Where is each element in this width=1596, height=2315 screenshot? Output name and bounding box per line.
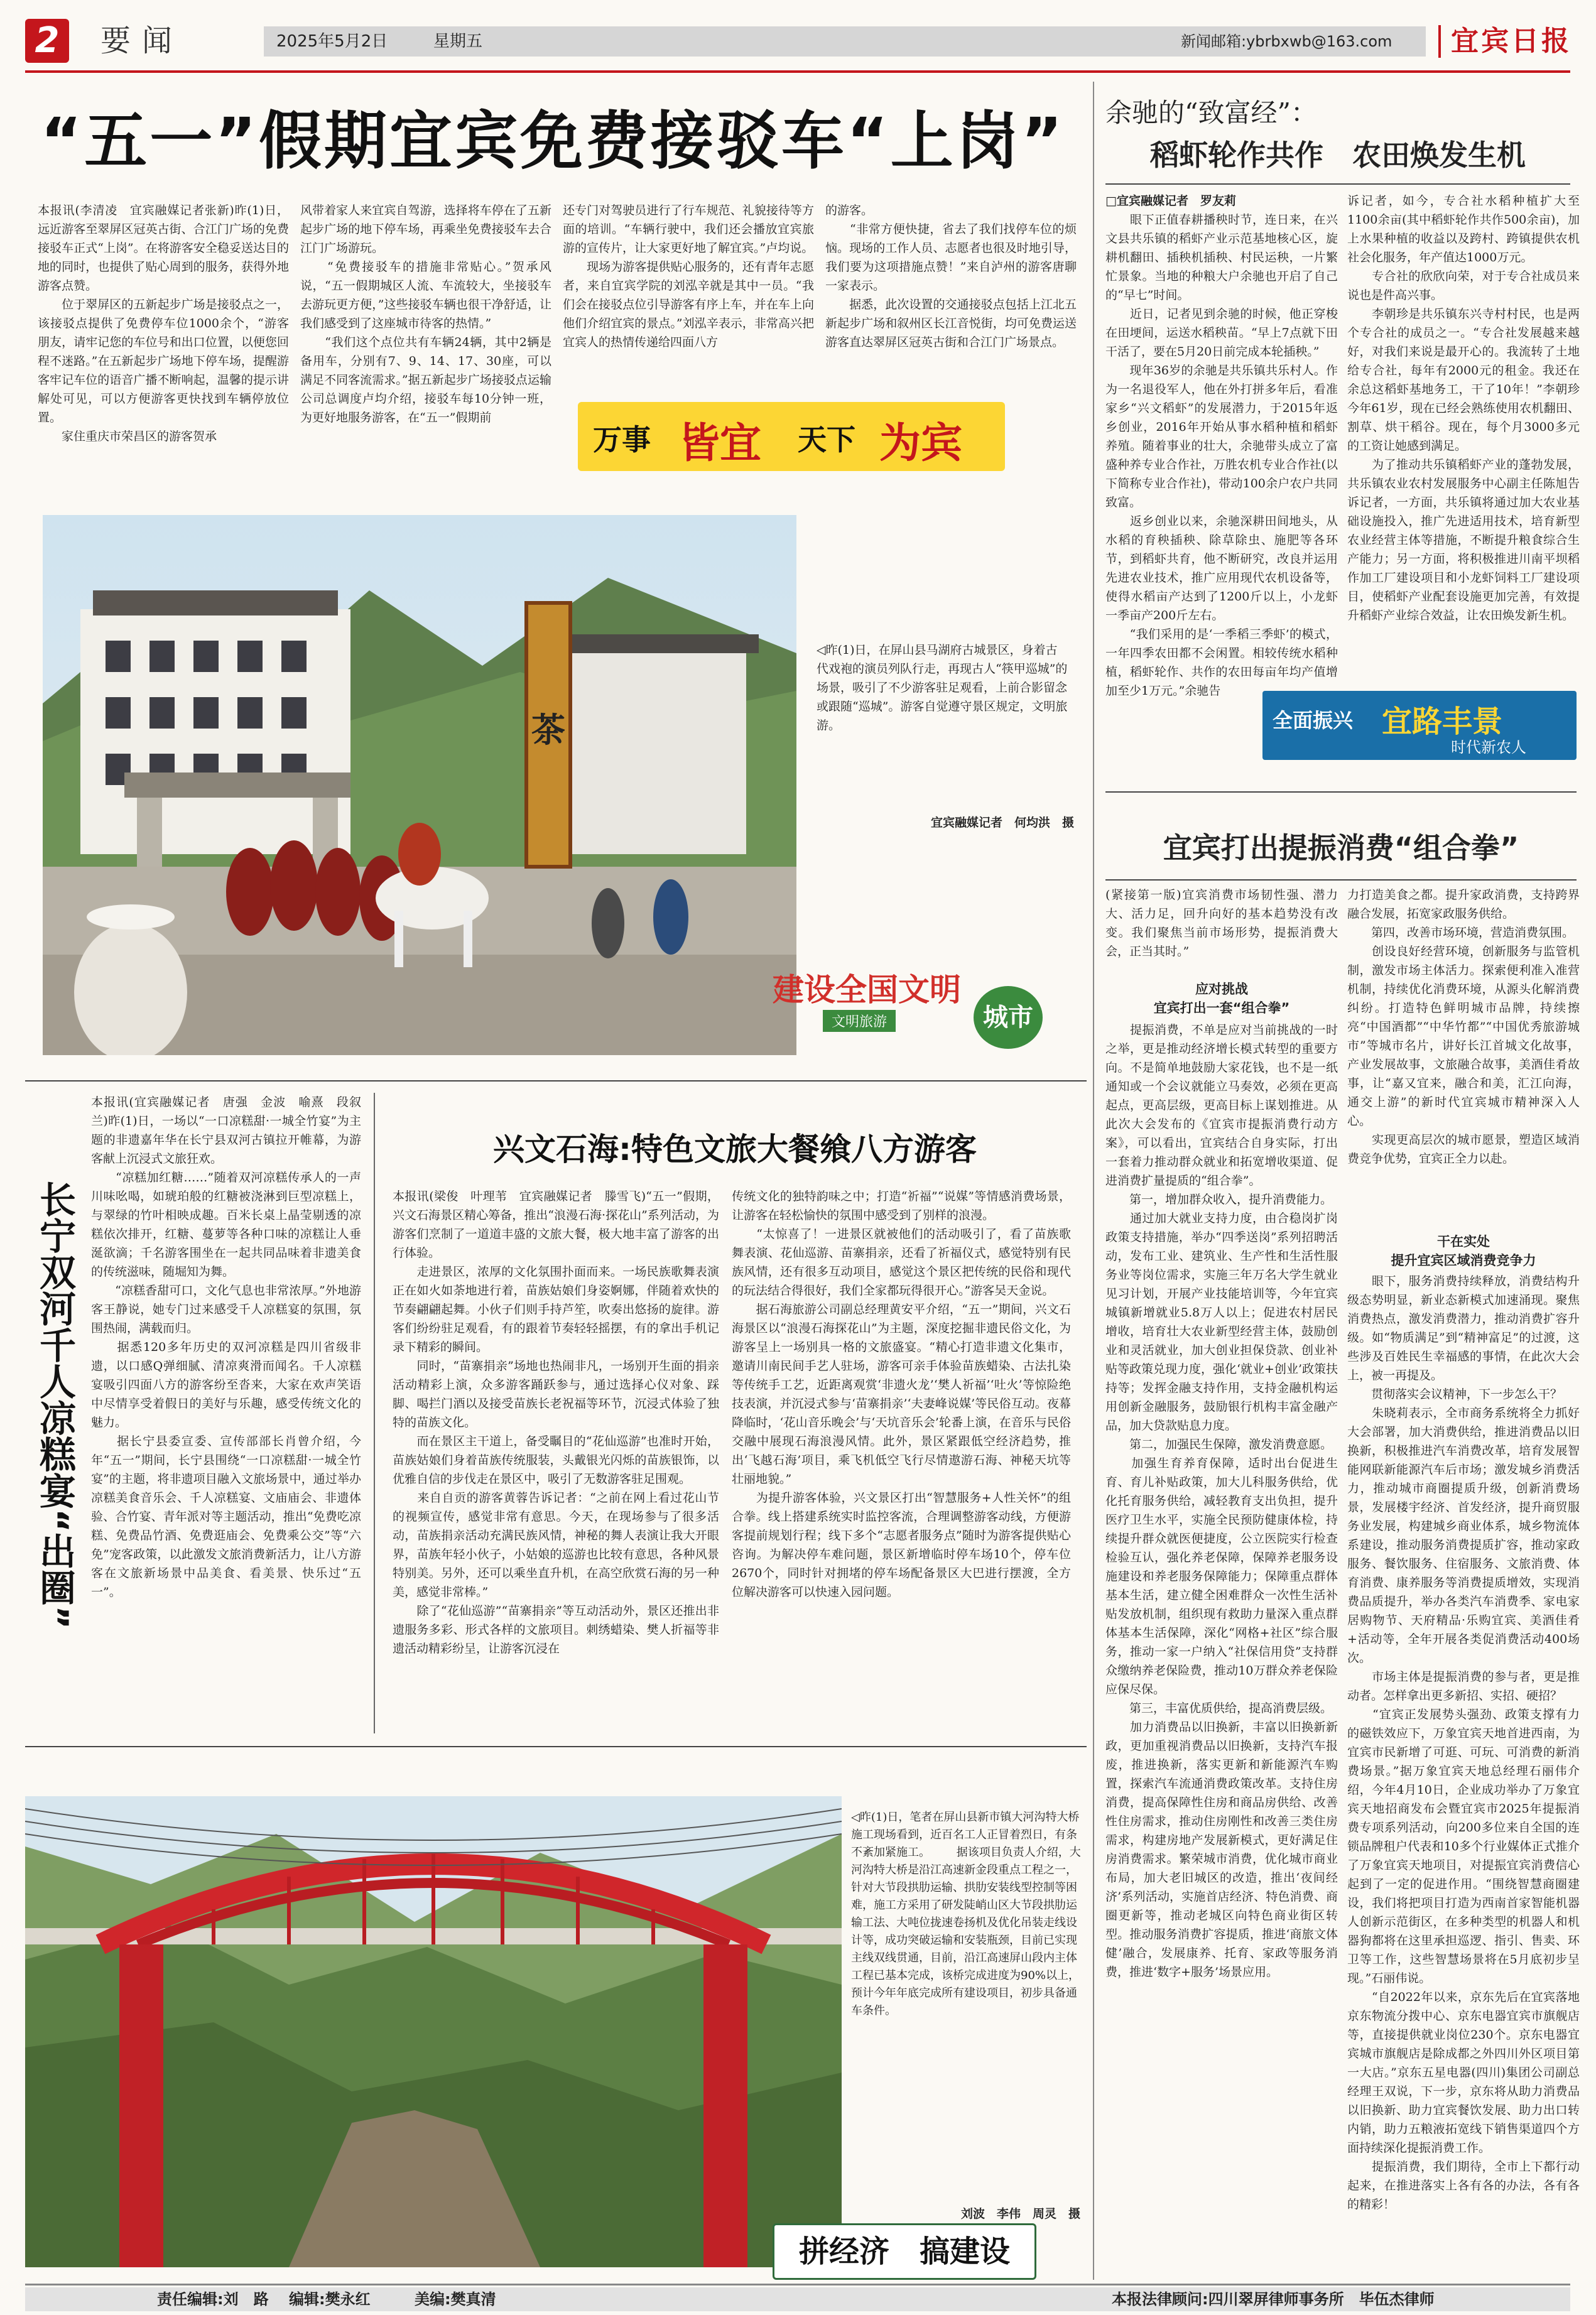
masthead [0, 0, 1596, 82]
lead-title: “五一”假期宜宾免费接驳车“上岗” [40, 104, 1065, 178]
consumption-col-1b: 提振消费，不单是应对当前挑战的一时之举，更是推动经济增长模式转型的重要方向。不是简单地鼓励大家花钱，也不是一纸通知或一个会议就能立马奏效，必须在更高起点，更高层级，更高目标上谋划推进。从此次大会发布的《宜宾市提振消费行动方案》，可以看出，宜宾结合自身实际，打出一套着力推动群众就业和拓宽增收渠道、促进消费扩量提质的“组合拳”。 第一，增加群众收入，提升消费能力。 通过加大就业支持力度，由合稳岗扩岗政策支持措施，举办“四季送岗”系列招聘活动，发布工业、建筑业、生产性和生活性服务业等岗位需求，实施三年万名大学生就业见习计划，开展产业技能培训等，今年宜宾城镇新增就业5.8万人以上；促进农村居民增收，培育壮大农业新型经营主体，鼓励创业和灵活就业，加大创业担保贷款、创业补贴等政策兑现力度，强化‘就业+创业’政策扶持等；发挥金融支持作用，支持金融机构运用创新金融服务，鼓励银行机构丰富金融产品，加大贷款贴息力度。 第二，加强民生保障，激发消费意愿。 加强生育养育保障，适时出台促进生育、育儿补贴政策，加大儿科服务供给，优化托育服务供给，减轻教育支出负担，提升医疗卫生水平，实施全民预防健康体检，持续提升群众就医便捷度，公立医院实行检查检验互认，强化养老保障，保障养老服务设施建设和养老服务保障能力；保障重点群体基本生活，建立健全困难群众一次性生活补贴发放机制，组织现有救助力量深入重点群体基本生活保障，深化“网格+社区”综合服务，推动一家一户纳入“社保信用贷”支持群众缴纳养老保险费，推动10万群众养老保险应保尽保。 第三，丰富优质供给，提高消费层级。 加力消费品以旧换新，丰富以旧换新新政，更加重视消费品以旧换新，支持汽车报废，推进换新，落实更新和新能源汽车购置，探索汽车流通消费政策改革。支持住房消费，提高保障性住房和商品房供给、改善性住房需求，推动住房刚性和改善三类住房需求，构建房地产发展新模式，更好满足住房消费需求。繁荣城市消费，优化城市商业布局，加大老旧城区的改造，推出‘夜间经济’系列活动，实施首店经济、特色消费、商圈更新等，推动老城区向特色商业街区转型。推动服务消费扩容提质，推进‘商旅文体健’融合，发展康养、托育、家政等服务消费，推进‘数字+服务’场景应用。 [1105, 1023, 1338, 1979]
news-email: 新闻邮箱:ybrbxwb@163.com [1181, 33, 1392, 50]
liangao-title: 长宁双河千人凉糕宴“出圈” [33, 1181, 76, 1630]
masthead-rule [25, 70, 1570, 73]
daoxia-title: 稻虾轮作共作 农田焕发生机 [1150, 138, 1526, 172]
slogan-banner-wansheng [578, 402, 1005, 471]
photo2-credit: 刘波 李伟 周灵 摄 [960, 2207, 1080, 2221]
lead-col-3: 还专门对驾驶员进行了行车规范、礼貌接待等方面的培训。“车辆行驶中，我们还会播放宜宾旅游的宣传片，让大家更好地了解宜宾。”卢均说。 现场为游客提供贴心服务的，还有青年志愿者，来自宜宾学院的刘泓辛就是其中一员。“我们会在接驳点位引导游客有序上车，并在车上向他们介绍宜宾的景点。”刘泓辛表示，非常高兴把宜宾人的热情传递给四面八方 [563, 203, 814, 349]
photo1-caption: ◁昨(1)日，在屏山县马湖府古城景区，身着古代戏袍的演员列队行走，再现古人“筷甲巡城”的场景，吸引了不少游客驻足观看，上前合影留念或跟随“巡城”。游客自觉遵守景区规定，文明旅游。 [817, 643, 1068, 732]
revitalization-text-2: 宜路丰景 [1382, 704, 1503, 739]
slogan-text-3: 天下 [798, 423, 855, 457]
civilization-slogan [773, 961, 1074, 1055]
consumption-title-rule [1105, 879, 1577, 881]
liangao-divider [374, 1093, 375, 1733]
mid-section-rule [25, 1746, 1087, 1747]
footer-legal-counsel: 本报法律顾问:四川翠屏律师事务所 毕伍杰律师 [1112, 2291, 1435, 2308]
consumption-subhead-2: 干在实处 提升宜宾区域消费竞争力 [1391, 1234, 1536, 1268]
slogan-text-1: 万事 [593, 423, 651, 457]
parade-photo-illustration [43, 515, 796, 1055]
economy-slogan-text: 拼经济 搞建设 [798, 2234, 1010, 2269]
civilization-slogan-badge: 城市 [974, 986, 1043, 1049]
consumption-title: 宜宾打出提振消费“组合拳” [1163, 831, 1519, 865]
daoxia-col-1: 眼下正值春耕播秧时节，连日来，在兴文县共乐镇的稻虾产业示范基地核心区，旋耕机翻田、插秧机插秧、村民运秧，一片繁忙景象。当地的种粮大户余驰也开启了自己的“早七”时间。 近日，记者见到余驰的时候，他正穿梭在田埂间，运送水稻秧苗。“早上7点就下田干活了，要在5月20日前完成本轮插秧。” 现年36岁的余驰是共乐镇共乐村人。作为一名退役军人，他在外打拼多年后，看准家乡“兴文稻虾”的发展潜力，于2015年返乡创业，2016年开始从事水稻种植和稻虾养殖。随着事业的壮大，余驰带头成立了富盛种养专业合作社，万胜农机专业合作社(以下简称专业合作社)，带动100余户农户共同致富。 返乡创业以来，余驰深耕田间地头，从水稻的育秧插秧、除草除虫、施肥等各环节，到稻虾共育，他不断研究，改良并运用先进农业技术，推广应用现代农机设备等，使得水稻亩产达到了1200斤以上，小龙虾一季亩产200斤左右。 “我们采用的是‘一季稻三季虾’的模式，一年四季农田都不会闲置。相较传统水稻种植，稻虾轮作、共作的农田每亩年均产值增加至少1万元。”余驰告 [1105, 213, 1338, 698]
consumption-col-2a: 力打造美食之都。提升家政消费，支持跨界融合发展，拓宽家政服务供给。 第四，改善市场环境，营造消费氛围。 创设良好经营环境，创新服务与监管机制，激发市场主体活力。探索便利准入准营机制，持续优化消费环境，从源头化解消费纠纷。打造特色鲜明城市品牌，持续擦亮“中国酒都”“中华竹都”“中国优秀旅游城市”等城市名片，讲好长江首城文化故事，产业发展故事，文旅融合故事，美酒佳肴故事，让“嘉又宜来，融合和美，汇江向海，通交上游”的新时代宜宾城市精神深入人心。 实现更高层次的城市愿景，塑造区域消费竞争优势，宜宾正全力以赴。 [1347, 888, 1580, 1166]
issue-weekday: 星期五 [433, 32, 483, 51]
xingwen-col-1: 本报讯(梁俊 叶理苇 宜宾融媒记者 滕雪飞)“五一”假期，兴文石海景区精心筹备，推出“浪漫石海·探花山”系列活动，为游客们烹制了一道道丰盛的文旅大餐，极大地丰富了游客的出行体验。 走进景区，浓厚的文化氛围扑面而来。一场民族歌舞表演正在如火如荼地进行着，苗族姑娘们身姿婀娜，伴随着欢快的节奏翩翩起舞。小伙子们则手持芦笙，吹奏出悠扬的旋律。游客们纷纷驻足观看，有的跟着节奏轻轻摇摆，有的拿出手机记录下精彩的瞬间。 同时，“苗寨捐亲”场地也热闹非凡，一场别开生面的捐亲活动精彩上演，众多游客踊跃参与，通过选择心仪对象、踩脚、喝拦门酒以及接受苗族长老祝福等环节，沉浸式体验了独特的苗族文化。 而在景区主干道上，备受瞩目的“花仙巡游”也准时开始，苗族姑娘们身着苗族传统服装，头戴银光闪烁的苗族银饰，以优雅自信的步伐走在景区中，吸引了无数游客驻足围观。 来自自贡的游客黄蓉告诉记者：“之前在网上看过花山节的视频宣传，感觉非常有意思。今天，在现场参与了很多活动，苗族捐亲活动充满民族风情，神秘的舞人表演让我大开眼界，苗族年轻小伙子，小姑娘的巡游也比较有意思，各种风景特别美。另外，还可以乘坐直升机，在高空欣赏石海的另一种美，感觉非常棒。” 除了“花仙巡游”“苗寨捐亲”等互动活动外，景区还推出非遗服务多彩、形式各样的文旅项目。刺绣蜡染、樊人折福等非遗活动精彩纷呈，让游客沉浸在 [393, 1190, 719, 1656]
footer-editor: 责任编辑:刘 路 [157, 2291, 269, 2308]
page-number: 2 [35, 20, 60, 61]
daoxia-title-rule [1105, 183, 1570, 185]
photo-bridge-construction [25, 1796, 842, 2267]
xingwen-col-2: 传统文化的独特韵味之中；打造“祈福”“说媒”等情感消费场景，让游客在轻松愉快的氛围中感受到了别样的浪漫。 “太惊喜了！一进景区就被他们的活动吸引了，看了苗族歌舞表演、花仙巡游、苗寨捐亲，还看了祈福仪式，感觉特别有民族风情，还有很多互动项目，感觉这个景区把传统的民俗和现代的玩法结合得很好，我们全家都玩得很开心。”游客吴天金说。 据石海旅游公司副总经理黄安平介绍，“五一”期间，兴文石海景区以“浪漫石海探花山”为主题，深度挖掘非遗民俗文化，为游客呈上一场别具一格的文旅盛宴。“精心打造非遗文化集市，邀请川南民间手艺人驻场，游客可亲手体验苗族蜡染、古法扎染等传统手工艺，近距离观赏‘非遗火龙’‘樊人祈福’‘吐火’等惊险绝技表演，并沉浸式参与‘苗寨捐亲’‘夫妻峰说媒’等民俗互动。夜幕降临时，‘花山音乐晚会’与‘天坑音乐会’轮番上演，在音乐与民俗交融中展现石海浪漫风情。此外，景区紧跟低空经济趋势，推出‘飞越石海’项目，乘飞机低空飞行尽情遨游石海、神秘天坑等壮丽地貌。” 为提升游客体验，兴文景区打出“智慧服务+人性关怀”的组合拳。线上搭建系统实时监控客流，合理调整游客动线，方便游客提前规划行程；线下多个“志愿者服务点”随时为游客提供贴心咨询。为解决停车难问题，景区新增临时停车场10个，停车位2670个，同时针对拥堵的停车场配备景区大巴进行摆渡，全方位解决游客可以快速入园问题。 [732, 1190, 1071, 1599]
paper-name: 宜宾日报 [1451, 25, 1572, 57]
lead-section-rule [25, 1080, 1087, 1082]
economy-slogan [773, 2223, 1036, 2280]
lead-col-4: 的游客。 “非常方便快捷，省去了我们找停车位的烦恼。现场的工作人员、志愿者也很及时地引导，我们要为这项措施点赞！”来自泸州的游客唐聊一家表示。 据悉，此次设置的交通接驳点包括上江北五新起步广场和叙州区长江音悦街，均可免费运送游客直达翠屏区冠英古街和合江门广场景点。 [825, 203, 1077, 349]
footer-rule [25, 2284, 1570, 2285]
daoxia-kicker: 余驰的“致富经”： [1105, 97, 1317, 128]
xingwen-title: 兴文石海:特色文旅大餐飨八方游客 [493, 1131, 977, 1168]
photo2-caption: ◁昨(1)日，笔者在屏山县新市镇大河沟特大桥施工现场看到，近百名工人正冒着烈日，有条不紊加紧施工。 据该项目负责人介绍，大河沟特大桥是沿江高速新金段重点工程之一，针对大节段拱肋运输、拱肋安装线型控制等困难，施工方采用了研发陡峭山区大节段拱肋运输工法、大吨位拢速卷扬机及优化吊装走线设计等，成功突破运输和安装瓶颈，目前已实现主线双线贯通，目前，沿江高速屏山段内主体工程已基本完成，该桥完成进度为90%以上，预计今年年底完成所有建设项目，初步具备通车条件。 [851, 1811, 1081, 2017]
consumption-subhead-1: 应对挑战 宜宾打出一套“组合拳” [1153, 982, 1290, 1016]
daoxia-col-2: 诉记者，如今，专合社水稻种植扩大至1100余亩(其中稻虾轮作共作500余亩)，加上水果种植的收益以及跨村、跨镇提供农机社会化服务，年产值达1000万元。 专合社的欣欣向荣，对于专合社成员来说也是件高兴事。 李朝珍是共乐镇东兴寺村村民，也是两个专合社的成员之一。“专合社发展越来越好，对我们来说是最开心的。我流转了土地给专合社，每年有2000元的租金。我还在余总这稻虾基地务工，干了10年！”李朝珍今年61岁，现在已经会熟练使用农机翻田、割草、烘干稻谷。现在，每个月3000多元的工资让她感到满足。 为了推动共乐镇稻虾产业的蓬勃发展，共乐镇农业农村发展服务中心副主任陈旭告诉记者，一方面，共乐镇将通过加大农业基础设施投入，推广先进适用技术，培育新型农业经营主体等措施，不断提升粮食综合生产能力；另一方面，将积极推进川南平坝稻作加工厂建设项目和小龙虾饲料工厂建设项目，使稻虾产业配套设施更加完善，有效提升稻虾产业综合效益，让农田焕发新生机。 [1347, 194, 1580, 622]
consumption-col-1a: (紧接第一版)宜宾消费市场韧性强、潜力大、活力足，回升向好的基本趋势没有改变。我们聚焦当前市场形势，提振消费大会，正当其时。” [1105, 888, 1338, 958]
revitalization-sub: 时代新农人 [1451, 739, 1526, 756]
liangao-body: 本报讯(宜宾融媒记者 唐强 金波 喻熹 段叙兰)昨(1)日，一场以“一口凉糕甜·一城全竹宴”为主题的非遗嘉年华在长宁县双河古镇拉开帷幕，为游客献上沉浸式文旅狂欢。 “凉糕加红糖……”随着双河凉糕传承人的一声川味吆喝，如琥珀般的红糖被浇淋到巨型凉糕上，与翠绿的竹叶相映成趣。百米长桌上晶莹剔透的凉糕依次排开，红糖、蔓萝等各种口味的凉糕让人垂涎欲滴；千名游客围坐在一起共同品味着非遗美食的传统滋味，随堀知为舞。 “凉糕香甜可口，文化气息也非常浓厚。”外地游客王静说，她专门过来感受千人凉糕宴的氛围，氛围热闹，满载而归。 据悉120多年历史的双河凉糕是四川省级非遗，以口感Q弹细腻、清凉爽滑而闻名。千人凉糕宴吸引四面八方的游客纷至沓来，大家在欢声笑语中尽情享受着假日的美好与乐趣，感受传统文化的魅力。 据长宁县委宣委、宣传部部长肖曾介绍，今年“五一”期间，长宁县围绕“一口凉糕甜·一城全竹宴”的主题，将非遗项目融入文旅场景中，通过举办凉糕美食音乐会、千人凉糕宴、文庙庙会、非遗体验、合竹宴、青年派对等主题活动，推出“免费吃凉糕、免费品竹酒、免费逛庙会、免费乘公交”等“六免”宠客政策，以此激发文旅消费新活力，让八方游客在文旅新场景中品美食、看美景、快乐过“五一”。 [91, 1095, 361, 1599]
bridge-photo-illustration [25, 1796, 842, 2267]
photo1-banner-text: 茶 [531, 710, 565, 750]
daoxia-section-rule [1105, 791, 1577, 793]
consumption-col-2b: 眼下，服务消费持续释放，消费结构升级态势明显，新业态新模式加速涌现。聚焦消费热点，激发消费潜力，推动消费扩容升级。如“物质满足”到“精神富足”的过渡，这些涉及百姓民生幸福感的事情，在此次大会上，被一再提及。 贯彻落实会议精神，下一步怎么干？ 朱晓莉表示，全市商务系统将全力抓好大会部署，加大消费供给，推进消费品以旧换新，积极推进汽车消费改革，培育发展智能网联新能源汽车后市场；激发城乡消费活力，推动城市商圈提质升级，创新消费场景，发展楼宇经济、首发经济，提升商贸服务业发展，构建城乡商业体系，城乡物流体系建设，推动服务消费提质扩容，推动家政服务、餐饮服务、住宿服务、文旅消费、体育消费、康养服务等消费提质增效，实现消费品质提升，举办各类汽车消费季、家电家居购物节、天府精品·乐购宜宾、美酒佳肴+活动等，全年开展各类促消费活动400场次。 市场主体是提振消费的参与者，更是推动者。怎样拿出更多新招、实招、硬招？ “宜宾正发展势头强劲、政策支撑有力的磁铁效应下，万象宜宾天地首进西南，为宜宾市民新增了可逛、可玩、可消费的新消费场景。”据万象宜宾天地总经理石丽伟介绍，今年4月10日，企业成功举办了万象宜宾天地招商发布会暨宜宾市2025年提振消费专项系列活动，向200多位来自全国的连锁品牌租户代表和10多个行业媒体正式推介了万象宜宾天地项目，对提振宜宾消费信心起到了一定的促进作用。“围绕智慧商圈建设，我们将把项目打造为西南首家智能机器人创新示范街区，在多种类型的机器人和机器狗都将在这里承担巡逻、指引、售卖、环卫等工作，这些智慧场景将在5月底初步呈现。”石丽伟说。 “自2022年以来，京东先后在宜宾落地京东物流分拨中心、京东电器宜宾市旗舰店等，直接提供就业岗位230个。京东电器宜宾城市旗舰店是除成都之外四川外区项目第一大店。”京东五星电器(四川)集团公司副总经理王双说，下一步，京东将从助力消费品以旧换新、助力宜宾餐饮发展、助力出口转内销，助力五粮液拓宽线下销售渠道四个方面持续深化提振消费工作。 提振消费，我们期待，全市上下都行动起来，在推进落实上各有各的办法，各有各的精彩！ [1347, 1274, 1580, 2211]
civilization-slogan-sub: 文明旅游 [823, 1010, 896, 1032]
right-column-rule [1093, 82, 1094, 2280]
daoxia-byline: □宜宾融媒记者 罗友莉 [1105, 194, 1236, 208]
photo-ancient-city-parade [43, 515, 796, 1055]
issue-date: 2025年5月2日 [276, 32, 388, 51]
masthead-divider [1438, 25, 1441, 58]
lead-col-1: 本报讯(李清凌 宜宾融媒记者张新)昨(1)日，远近游客至翠屏区冠英古街、合江门广场的免费接驳车正式“上岗”。在将游客安全稳妥送达目的地的同时，也提供了贴心周到的服务，获得外地游客点赞。 位于翠屏区的五新起步广场是接驳点之一，该接驳点提供了免费停车位1000余个，“游客朋友，请牢记您的车位号和出口位置，以便您回程不迷路。”在五新起步广场地下停车场，提醒游客牢记车位的语音广播不断响起，温馨的提示讲解处可见，可以方便游客更快找到车辆停放位置。 家住重庆市荣昌区的游客贺承 [38, 203, 289, 443]
revitalization-text-1: 全面振兴 [1273, 708, 1354, 732]
footer-designer: 美编:樊真清 [415, 2291, 496, 2308]
footer-copyeditor: 编辑:樊永红 [289, 2291, 371, 2308]
lead-col-2: 风带着家人来宜宾自驾游，选择将车停在了五新起步广场的地下停车场，再乘坐免费接驳车去合江门广场游玩。 “免费接驳车的措施非常贴心。”贺承风说，“五一假期城区人流、车流较大，坐接驳车去游玩更方便，”这些接驳车辆也很干净舒适，让我们感受到了这座城市待客的热情。” “我们这个点位共有车辆24辆，其中2辆是备用车，分别有7、9、14、17、30座，可以满足不同客流需求。”据五新起步广场接驳点运输公司总调度卢均介绍，接驳车每10分钟一班，为更好地服务游客，在“五一”假期前 [300, 203, 551, 425]
slogan-text-4: 为宾 [879, 418, 962, 467]
section-name: 要闻 [100, 23, 184, 58]
revitalization-slogan [1262, 691, 1577, 760]
civilization-slogan-main: 建设全国文明 [773, 971, 961, 1008]
slogan-text-2: 皆宜 [678, 418, 761, 467]
photo1-credit: 宜宾融媒记者 何均洪 摄 [930, 816, 1074, 830]
